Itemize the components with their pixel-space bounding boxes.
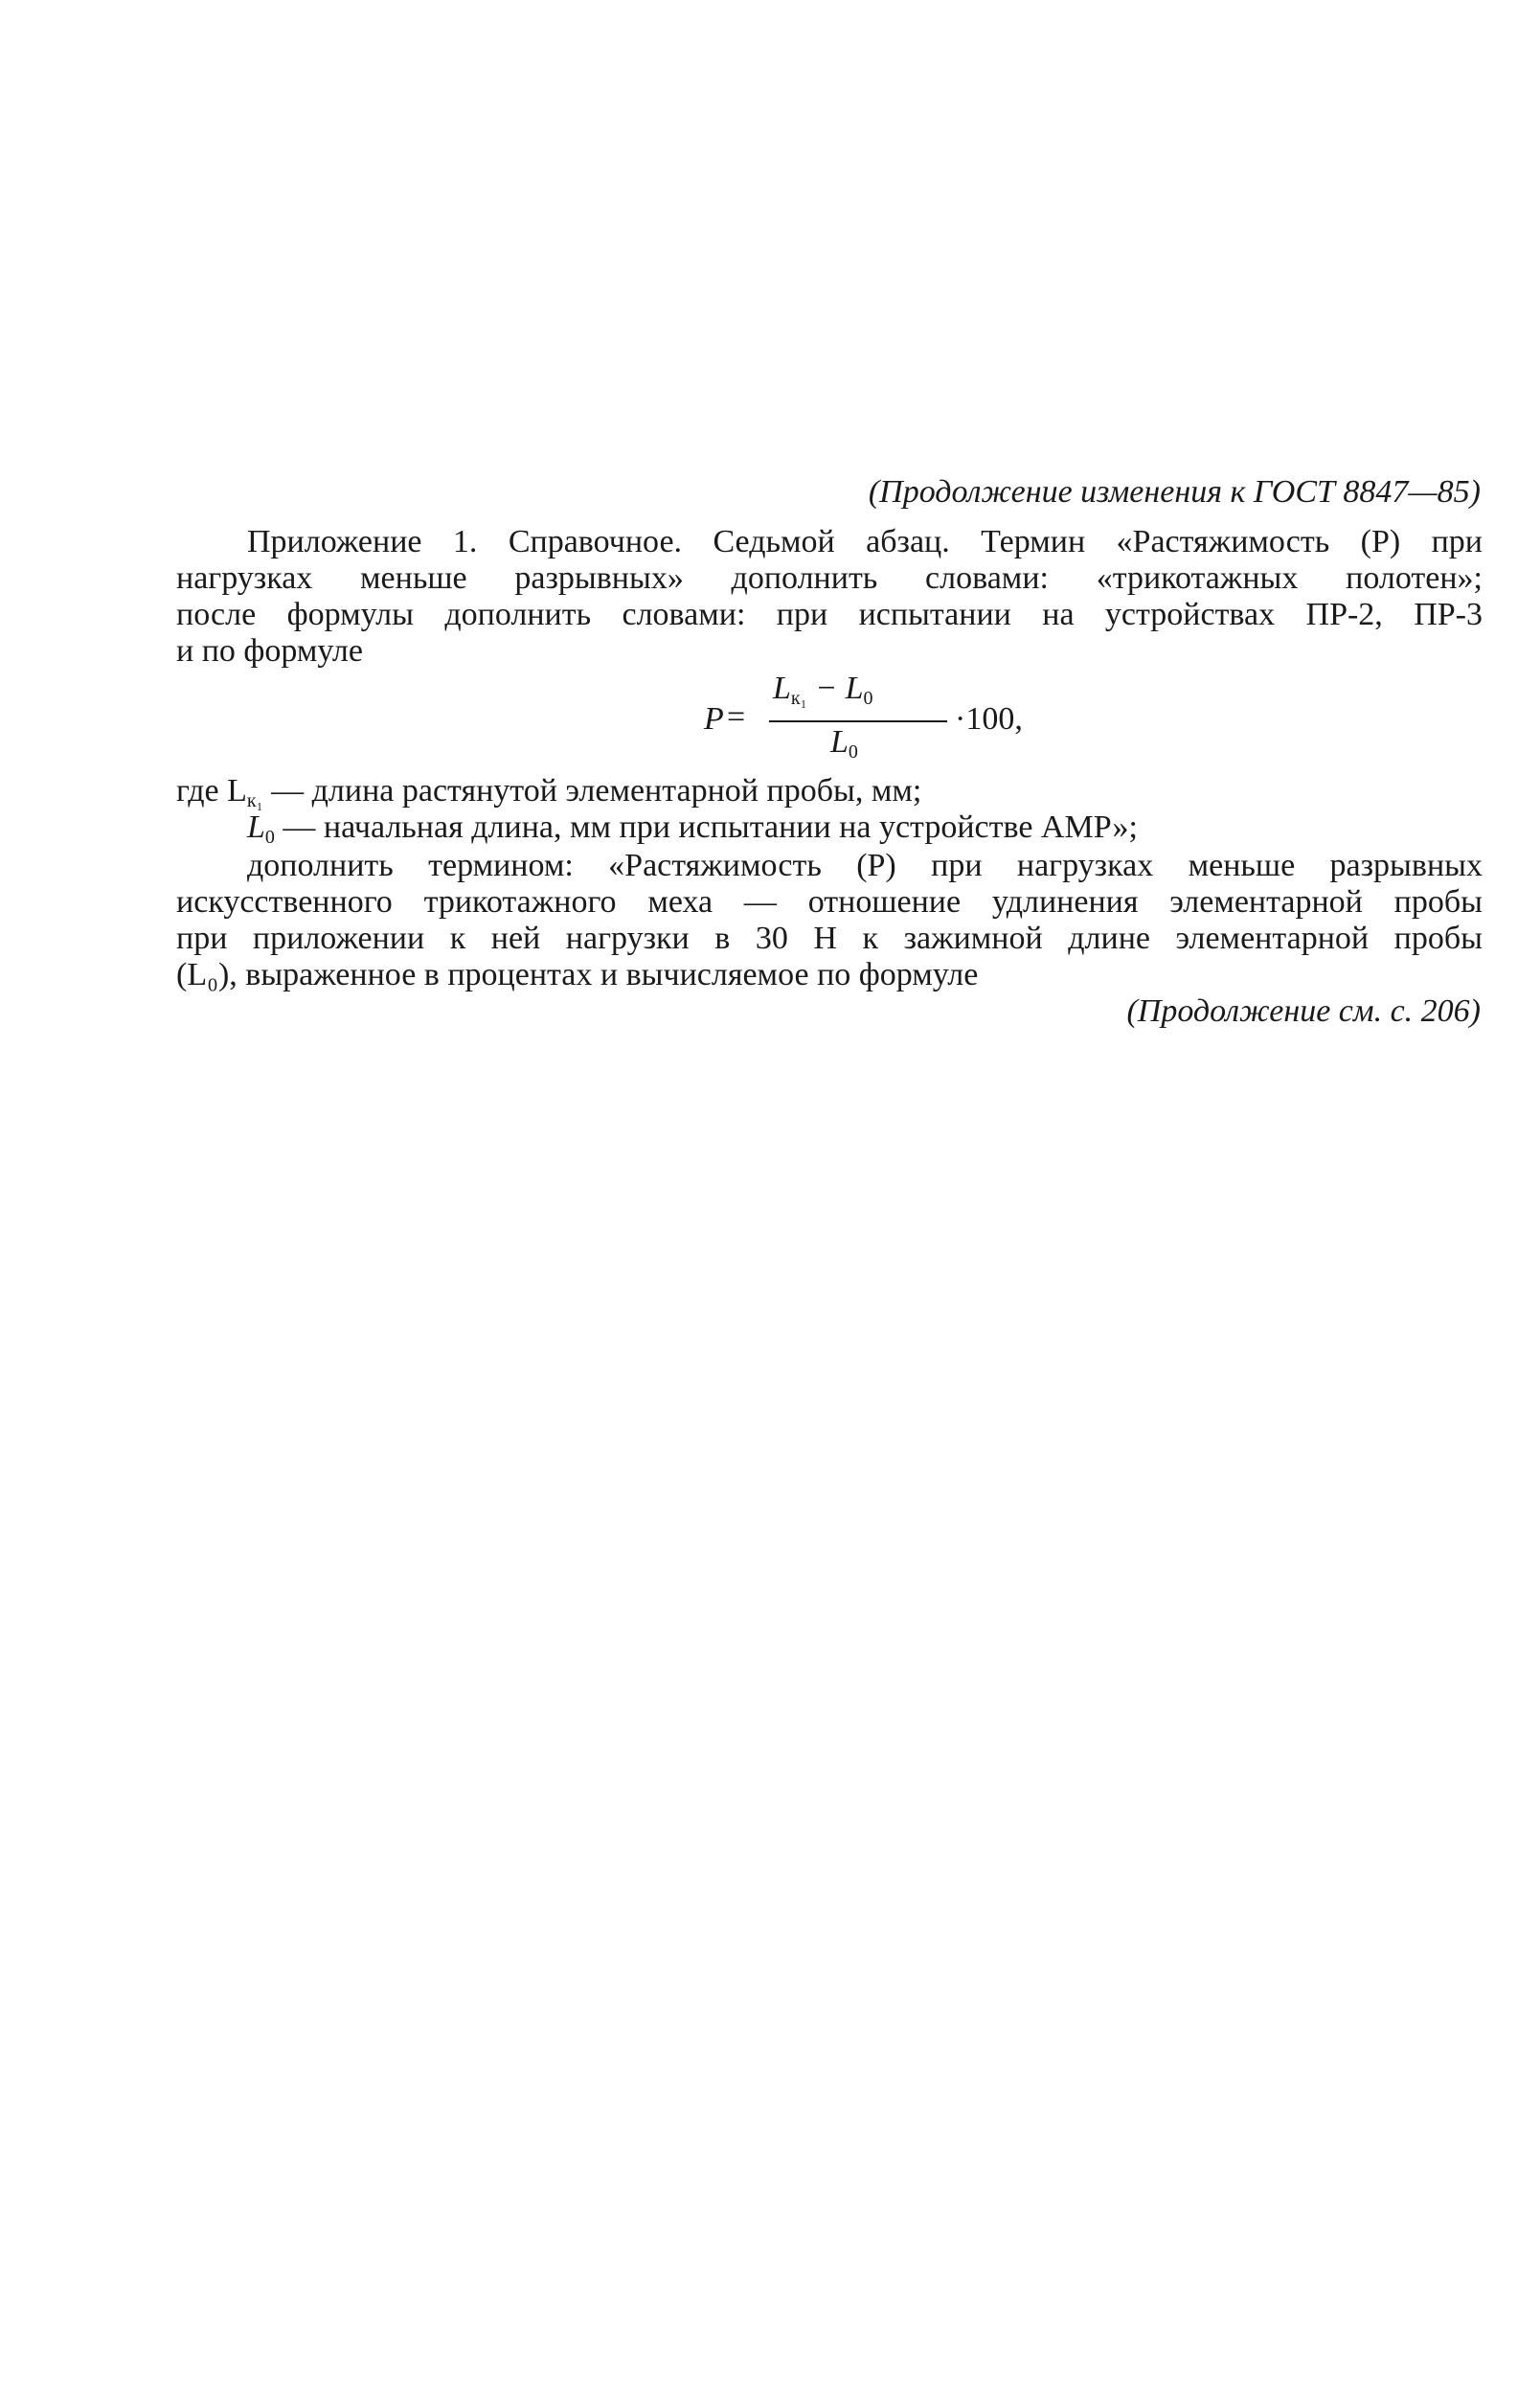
footer-continuation: (Продолжение см. с. 206) [1126,993,1481,1029]
formula [704,671,1049,776]
where-line: где $L_{к_1}$ — длина растянутой элементарной пробы, мм; [176,773,922,811]
formula-lhs: P [704,701,724,737]
formula-numerator: $L_{к_1} - L_0$ [773,671,873,709]
header-continuation: (Продолжение изменения к ГОСТ 8847—85) [868,474,1481,510]
para1-line-4: и по формуле [176,633,363,669]
para1-line-1: Приложение 1. Справочное. Седьмой абзац. Термин «Растяжимость (Р) при [247,524,1483,559]
l0-line: $L_0$ — начальная длина, мм при испытании на устройстве АМР»; [247,809,1138,848]
formula-multiplier: ·100, [955,701,1023,737]
fraction-bar [769,720,947,722]
para2-line-3: при приложении к ней нагрузки в 30 Н к зажимной длине элементарной пробы [176,921,1483,956]
para1-line-3: после формулы дополнить словами: при испытании на устройствах ПР-2, ПР-3 [176,597,1483,632]
para2-line-4: (L₀), выраженное в процентах и вычисляемое по формуле [176,957,979,992]
para2-line-1: дополнить термином: «Растяжимость (Р) при нагрузках меньше разрывных [247,848,1483,883]
para2-line-2: искусственного трикотажного меха — отношение удлинения элементарной пробы [176,884,1483,920]
para1-line-2: нагрузках меньше разрывных» дополнить словами: «трикотажных полотен»; [176,560,1483,596]
formula-eq: = [727,699,746,735]
formula-denominator: $L_0$ [830,724,858,763]
